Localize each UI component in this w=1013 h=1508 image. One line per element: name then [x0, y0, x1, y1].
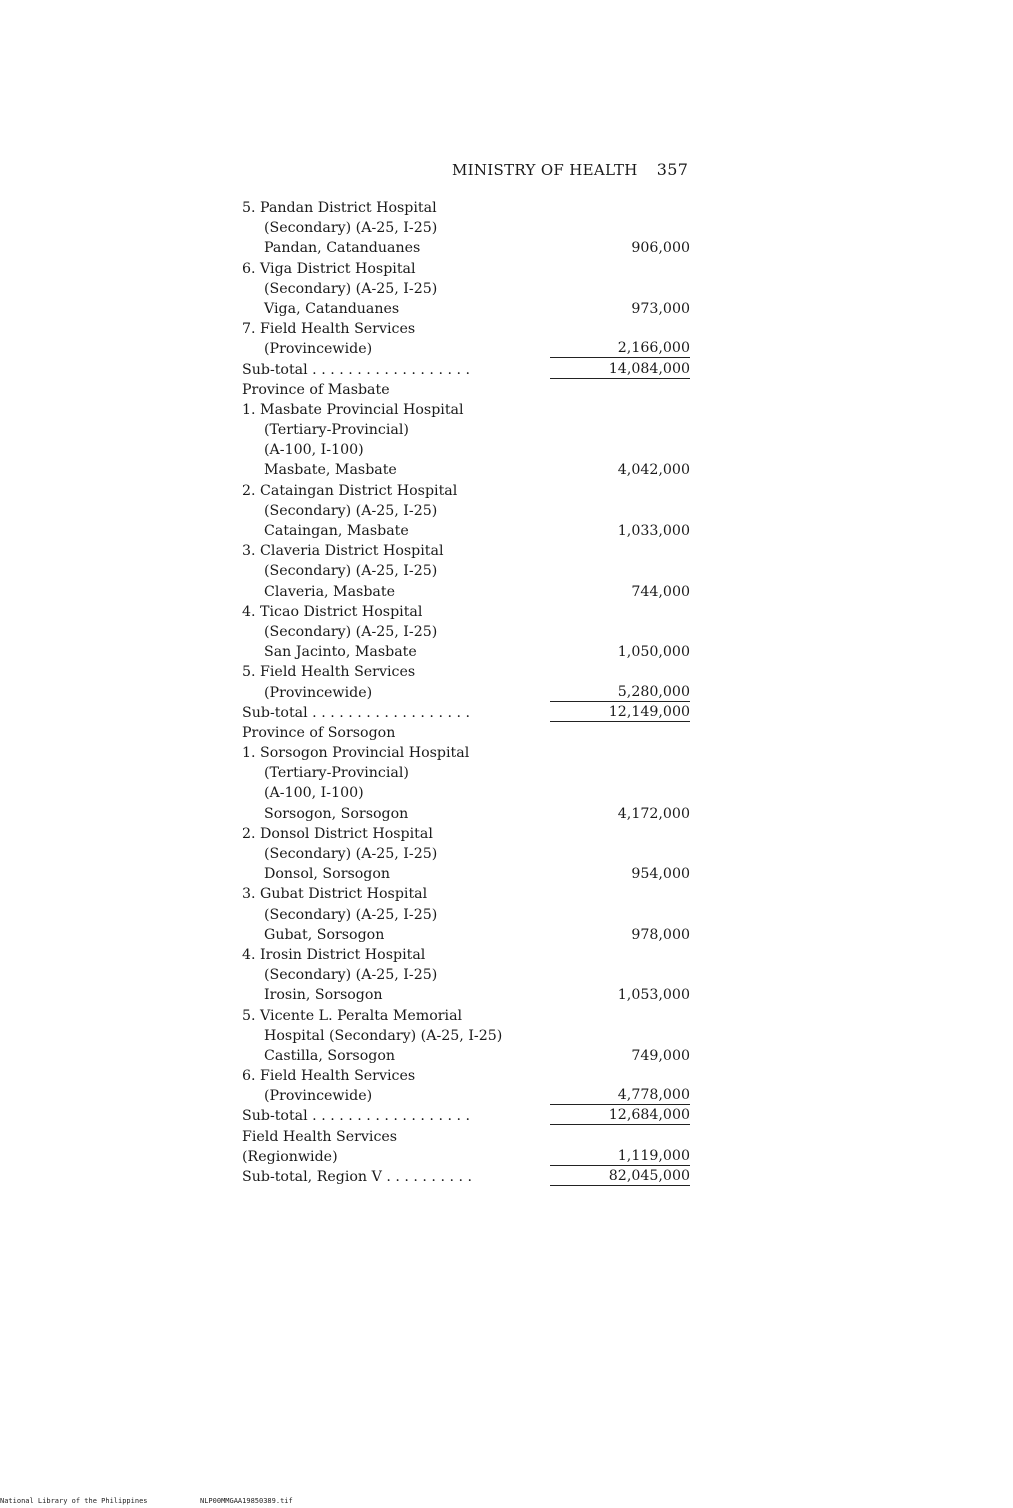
- table-row: [242, 561, 698, 581]
- row-amount: 82,045,000: [550, 1167, 690, 1186]
- row-label: 2. Donsol District Hospital: [242, 825, 433, 842]
- table-row: [242, 662, 698, 682]
- row-amount: 1,053,000: [617, 987, 690, 1004]
- row-label: (Secondary) (A-25, I-25): [264, 623, 438, 640]
- table-row: [242, 299, 698, 319]
- row-label: Irosin, Sorsogon: [264, 987, 383, 1004]
- row-label: (Provincewide): [264, 341, 373, 358]
- row-amount: 906,000: [631, 240, 690, 257]
- table-row: [242, 1127, 698, 1147]
- row-label: (Secondary) (A-25, I-25): [264, 906, 438, 923]
- row-label: (A-100, I-100): [264, 785, 364, 802]
- table-row: [242, 602, 698, 622]
- table-row: [242, 521, 698, 541]
- row-label: Donsol, Sorsogon: [264, 866, 391, 883]
- row-amount: 973,000: [631, 300, 690, 317]
- row-label: Gubat, Sorsogon: [264, 926, 385, 943]
- table-row: [242, 723, 698, 743]
- scan-footer: [0, 1497, 293, 1505]
- row-label: San Jacinto, Masbate: [264, 644, 417, 661]
- row-label: Field Health Services: [242, 1128, 398, 1145]
- row-label: Sub-total . . . . . . . . . . . . . . . . . .: [242, 1108, 471, 1125]
- row-label: (Secondary) (A-25, I-25): [264, 846, 438, 862]
- page-number: 357: [656, 160, 689, 179]
- table-row: [242, 218, 698, 238]
- row-label: 2. Cataingan District Hospital: [242, 482, 458, 499]
- row-amount: 12,149,000: [550, 703, 690, 722]
- table-row: [242, 460, 698, 480]
- row-amount: 1,119,000: [550, 1147, 690, 1166]
- row-amount: 4,778,000: [550, 1086, 690, 1105]
- row-label: 3. Claveria District Hospital: [242, 543, 444, 560]
- table-row: [242, 985, 698, 1005]
- row-label: 6. Viga District Hospital: [242, 260, 416, 277]
- page-header: [452, 160, 688, 179]
- row-label: (Provincewide): [264, 684, 373, 701]
- table-row: [242, 339, 698, 359]
- table-row: [242, 279, 698, 299]
- row-label: 5. Field Health Services: [242, 664, 416, 681]
- table-row: [242, 743, 698, 763]
- table-row: [242, 1026, 698, 1046]
- table-row: [242, 905, 698, 925]
- row-amount: 4,172,000: [617, 805, 690, 822]
- footer-file-code: NLP00MMGAA19850389.tif: [200, 1497, 293, 1505]
- table-row: [242, 1066, 698, 1086]
- row-label: 5. Vicente L. Peralta Memorial: [242, 1007, 463, 1024]
- table-row: [242, 1106, 698, 1126]
- table-row: [242, 703, 698, 723]
- row-label: 5. Pandan District Hospital: [242, 200, 437, 216]
- row-label: Castilla, Sorsogon: [264, 1047, 396, 1064]
- row-label: (Tertiary-Provincial): [264, 765, 409, 782]
- row-amount: 4,042,000: [617, 462, 690, 479]
- table-row: [242, 763, 698, 783]
- table-row: [242, 864, 698, 884]
- table-row: [242, 622, 698, 642]
- row-label: Hospital (Secondary) (A-25, I-25): [264, 1027, 503, 1044]
- row-label: Sub-total, Region V . . . . . . . . . .: [242, 1169, 473, 1185]
- table-row: [242, 1086, 698, 1106]
- table-row: [242, 420, 698, 440]
- table-row: [242, 945, 698, 965]
- table-row: [242, 925, 698, 945]
- row-amount: 978,000: [631, 926, 690, 943]
- table-row: [242, 198, 698, 218]
- table-row: [242, 683, 698, 703]
- table-row: [242, 1147, 698, 1167]
- row-label: Sorsogon, Sorsogon: [264, 805, 409, 822]
- table-row: [242, 1006, 698, 1026]
- table-row: [242, 824, 698, 844]
- row-label: (Provincewide): [264, 1088, 373, 1105]
- table-row: [242, 582, 698, 602]
- row-label: Province of Sorsogon: [242, 724, 396, 741]
- row-label: 7. Field Health Services: [242, 321, 416, 338]
- table-row: [242, 380, 698, 400]
- table-row: [242, 783, 698, 803]
- row-amount: 1,033,000: [617, 523, 690, 539]
- row-label: Sub-total . . . . . . . . . . . . . . . . . .: [242, 704, 471, 721]
- row-label: (Secondary) (A-25, I-25): [264, 967, 438, 984]
- row-label: (Secondary) (A-25, I-25): [264, 220, 438, 237]
- row-amount: 2,166,000: [550, 339, 690, 358]
- row-amount: 1,050,000: [617, 644, 690, 661]
- row-label: 4. Irosin District Hospital: [242, 946, 426, 963]
- row-label: 6. Field Health Services: [242, 1068, 416, 1085]
- table-row: [242, 884, 698, 904]
- table-row: [242, 259, 698, 279]
- table-row: [242, 642, 698, 662]
- table-row: [242, 844, 698, 864]
- row-amount: 744,000: [631, 583, 690, 600]
- row-amount: 5,280,000: [550, 683, 690, 702]
- footer-library: National Library of the Philippines: [0, 1497, 148, 1505]
- row-label: (Secondary) (A-25, I-25): [264, 563, 438, 580]
- row-label: 1. Masbate Provincial Hospital: [242, 401, 464, 418]
- table-row: [242, 440, 698, 460]
- table-row: [242, 319, 698, 339]
- budget-table: [242, 198, 698, 1187]
- row-label: Cataingan, Masbate: [264, 523, 409, 539]
- row-label: Pandan, Catanduanes: [264, 240, 421, 257]
- table-row: [242, 1046, 698, 1066]
- row-label: (Secondary) (A-25, I-25): [264, 280, 438, 297]
- row-label: 1. Sorsogon Provincial Hospital: [242, 745, 470, 762]
- row-label: Masbate, Masbate: [264, 462, 397, 479]
- row-amount: 12,684,000: [550, 1106, 690, 1125]
- table-row: [242, 400, 698, 420]
- row-label: Viga, Catanduanes: [264, 300, 400, 317]
- row-label: 3. Gubat District Hospital: [242, 886, 428, 903]
- row-label: (A-100, I-100): [264, 442, 364, 459]
- row-amount: 954,000: [631, 866, 690, 883]
- row-label: (Secondary) (A-25, I-25): [264, 502, 438, 519]
- table-row: [242, 804, 698, 824]
- table-row: [242, 481, 698, 501]
- row-label: 4. Ticao District Hospital: [242, 603, 423, 620]
- row-label: Sub-total . . . . . . . . . . . . . . . . . .: [242, 361, 471, 378]
- table-row: [242, 965, 698, 985]
- row-amount: 749,000: [631, 1047, 690, 1064]
- table-row: [242, 1167, 698, 1187]
- row-label: (Regionwide): [242, 1148, 338, 1165]
- row-amount: 14,084,000: [550, 360, 690, 379]
- table-row: [242, 541, 698, 561]
- table-row: [242, 238, 698, 258]
- table-row: [242, 501, 698, 521]
- row-label: Province of Masbate: [242, 381, 390, 398]
- row-label: (Tertiary-Provincial): [264, 422, 409, 439]
- row-label: Claveria, Masbate: [264, 583, 395, 600]
- page-title: MINISTRY OF HEALTH: [452, 161, 638, 179]
- table-row: [242, 360, 698, 380]
